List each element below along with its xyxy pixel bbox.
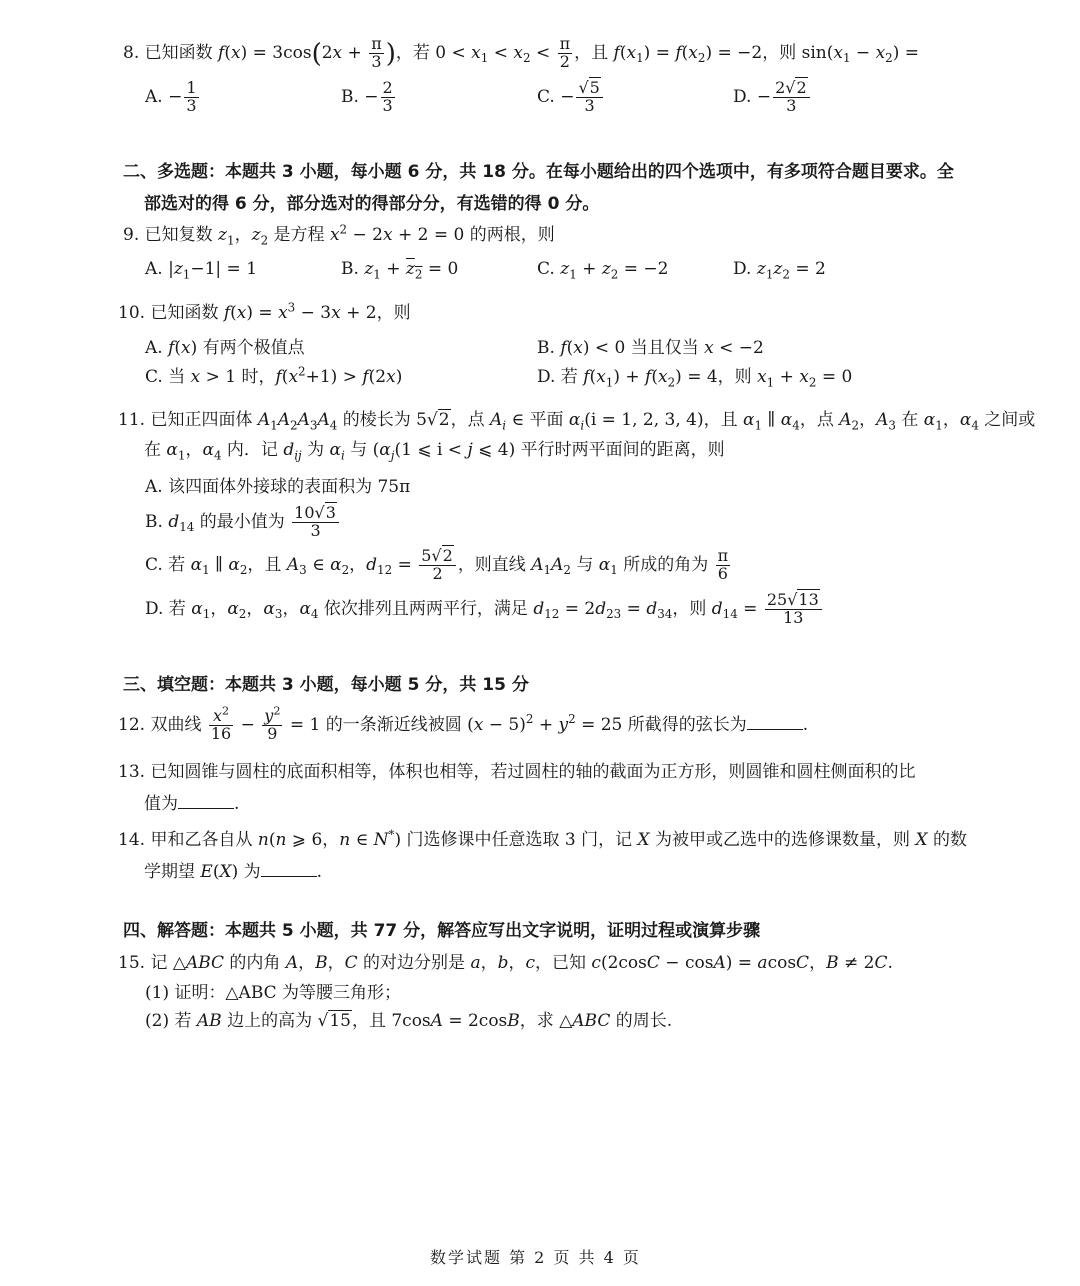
question-11-option-c[interactable]: C. 若 $\alpha_1$ ∥ $\alpha_2$，且 $A_3$ ∈ $\alpha_2$，$d_{12}$ = $\frac{5√2}{2}$ ，则直线 $A_1A_2$ 与 $\alpha_1$ 所成的角为 $\frac{\pi}{6}$ bbox=[145, 546, 729, 583]
question-number: 9. bbox=[123, 225, 140, 245]
question-8: 8. 已知函数 f(x) = 3cos(2x + $\frac{\pi}{3}$ )，若 $0 < x_1 < x_2$ < $\frac{\pi}{2}$ ，且 $f(x_1) = f(x_2) = -2$，则 $\sin(x_1 - x_2)$ = bbox=[123, 34, 920, 71]
option-b[interactable]: B. − $\frac{2}{3}$ bbox=[341, 78, 393, 115]
question-11-option-d[interactable]: D. 若 $\alpha_1$，$\alpha_2$，$\alpha_3$，$\alpha_4$ 依次排列且两两平行，满足 $d_{12} = 2d_{23} = d_{34}$，则 $d_{14}$ = $\frac{25√13}{13}$ bbox=[145, 592, 824, 627]
question-number: 12. bbox=[118, 714, 146, 735]
answer-blank[interactable] bbox=[178, 792, 234, 809]
option-d[interactable]: D. − $\frac{2√2}{3}$ bbox=[733, 80, 812, 115]
question-15-part-1: (1) 证明：△ABC 为等腰三角形； bbox=[145, 983, 402, 1003]
question-11-option-b[interactable]: B. $d_{14}$ 的最小值为 $\frac{10√3}{3}$ bbox=[145, 505, 341, 540]
question-14: 14. 甲和乙各自从 n(n ⩾ 6，n ∈ N*) 门选修课中任意选取 3 门，记 X 为被甲或乙选中的选修课数量，则 X 的数 bbox=[118, 827, 967, 850]
fraction: $\frac{\pi}{3}$ bbox=[371, 34, 382, 71]
question-10: 10. 已知函数 $f(x) = x^3 - 3x + 2$，则 bbox=[118, 300, 411, 323]
question-11-cont: 在 $\alpha_1$，$\alpha_4$ 内．记 $d_{ij}$ 为 $\alpha_i$ 与 ($\alpha_j(1$ ⩽ i < j ⩽ 4) 平行时两平面间的距离，则 bbox=[144, 440, 725, 463]
section-3-title: 三、填空题：本题共 3 小题，每小题 5 分，共 15 分 bbox=[123, 675, 529, 695]
option-d[interactable]: D. 若 $f(x_1) + f(x_2) = 4$，则 $x_1 + x_2 = 0$ bbox=[537, 367, 853, 390]
option-a[interactable]: A. − $\frac{1}{3}$ bbox=[145, 78, 197, 115]
question-number: 15. bbox=[118, 953, 146, 973]
question-number: 11. bbox=[118, 410, 146, 430]
option-a[interactable]: A. f(x) 有两个极值点 bbox=[145, 338, 305, 358]
question-text: 已知圆锥与圆柱的底面积相等，体积也相等，若过圆柱的轴的截面为正方形，则圆锥和圆柱侧面积的比 bbox=[150, 762, 916, 782]
fraction: $\frac{\pi}{2}$ bbox=[559, 34, 571, 71]
section-2-title-cont: 部选对的得 6 分，部分选对的得部分分，有选错的得 0 分。 bbox=[144, 194, 600, 214]
question-9: 9. 已知复数 $z_1$，$z_2$ 是方程 $x^2 - 2x + 2 = 0$ 的两根，则 bbox=[123, 222, 555, 248]
section-2-title: 二、多选题：本题共 3 小题，每小题 6 分，共 18 分。在每小题给出的四个选项中，有多项符合题目要求。全 bbox=[123, 162, 954, 182]
question-13 bbox=[118, 762, 915, 782]
question-11: 11. 已知正四面体 $A_1A_2A_3A_4$ 的棱长为 5√2，点 $A_i$ ∈ 平面 $\alpha_i(i = 1$, 2, 3, 4)，且 $\alpha_1$ ∥ $\alpha_4$，点 $A_2$，$A_3$ 在 $\alpha_1$，$\alpha_4$ 之间或 bbox=[118, 410, 1036, 433]
question-number: 10. bbox=[118, 303, 146, 323]
option-c[interactable]: C. $z_1 + z_2 = -2$ bbox=[537, 259, 669, 282]
question-number: 14. bbox=[118, 830, 146, 850]
question-13-cont: 值为 . bbox=[144, 794, 240, 814]
option-c[interactable]: C. − $\frac{√5}{3}$ bbox=[537, 80, 605, 115]
question-11-option-a[interactable]: A. 该四面体外接球的表面积为 75π bbox=[145, 477, 411, 497]
answer-blank[interactable] bbox=[261, 860, 317, 877]
question-15-part-2: (2) 若 AB 边上的高为 √15，且 7cosA = 2cosB，求 △ABC 的周长. bbox=[145, 1011, 673, 1031]
answer-blank[interactable] bbox=[747, 713, 803, 730]
option-d[interactable]: D. $z_1z_2 = 2$ bbox=[733, 259, 826, 282]
page-footer: 数学试题 第 2 页 共 4 页 bbox=[430, 1248, 641, 1267]
option-b[interactable]: B. f(x) < 0 当且仅当 x < −2 bbox=[537, 338, 764, 358]
question-15: 15. 记 △ABC 的内角 A，B，C 的对边分别是 a，b，c，已知 c(2cosC − cosA) = acosC，B ≠ 2C. bbox=[118, 953, 893, 973]
option-a[interactable]: A. $|z_1-1| = 1$ bbox=[145, 259, 258, 282]
question-text: 值为 bbox=[144, 794, 178, 814]
question-number: 13. bbox=[118, 762, 146, 782]
section-4-title: 四、解答题：本题共 5 小题，共 77 分，解答应写出文字说明，证明过程或演算步骤 bbox=[123, 921, 761, 941]
question-12: 12. 双曲线 $\frac{x^2}{16}$ − $\frac{y^2}{9}$ = 1 的一条渐近线被圆 $(x - 5)^2 + y^2 = 25$ 所截得的弦长为 . bbox=[118, 704, 809, 743]
question-number: 8. bbox=[123, 42, 140, 63]
question-14-cont: 学期望 E(X) 为 . bbox=[144, 862, 323, 882]
option-c[interactable]: C. 当 x > 1 时，$f(x^2+1) > f(2x)$ bbox=[145, 364, 403, 387]
option-b[interactable]: B. $z_1 + z_2 = 0$ bbox=[341, 259, 459, 282]
